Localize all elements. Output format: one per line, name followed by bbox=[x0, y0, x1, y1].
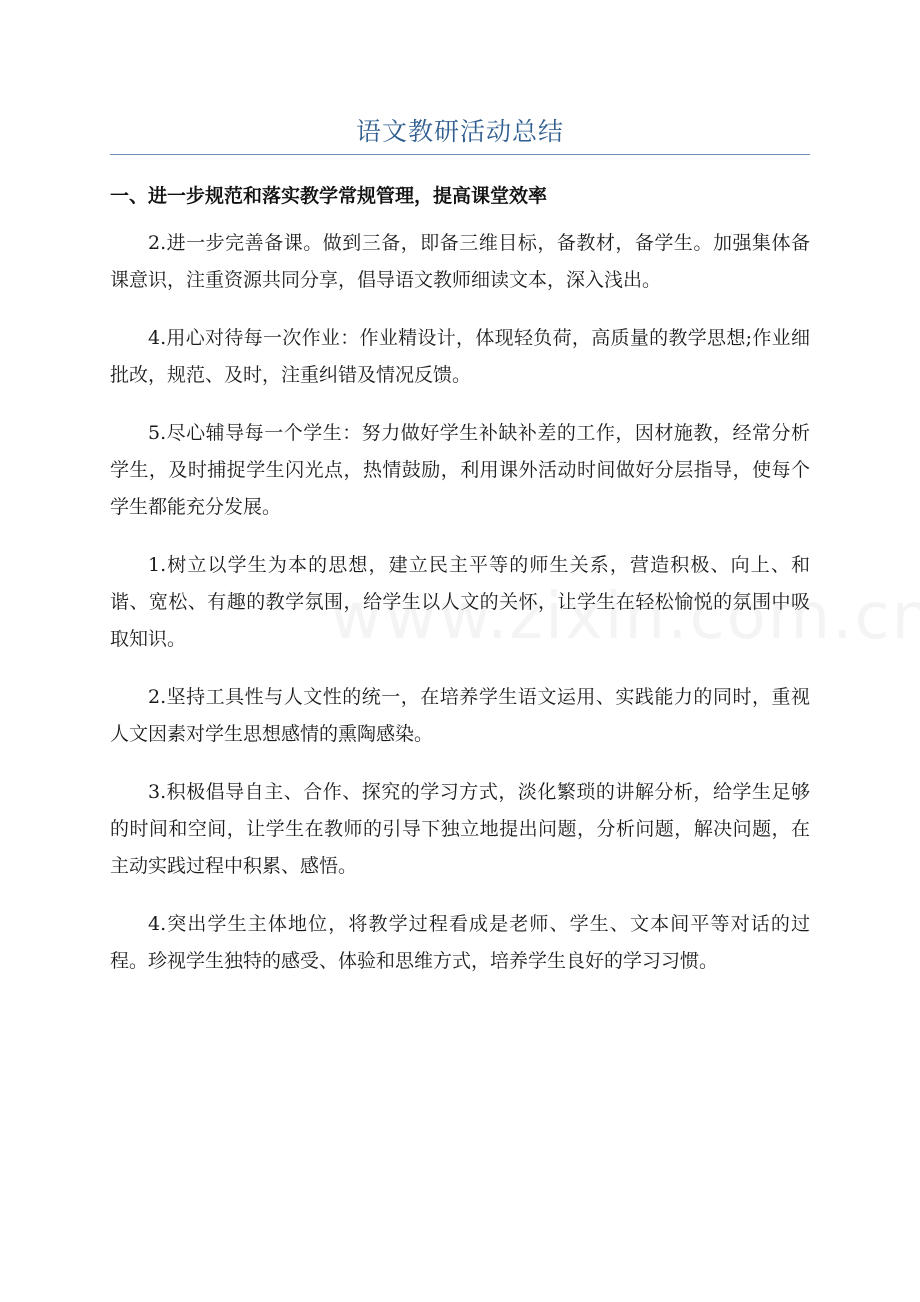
paragraph-1: 2.进一步完善备课。做到三备，即备三维目标，备教材，备学生。加强集体备课意识，注重资源共同分享，倡导语文教师细读文本，深入浅出。 bbox=[110, 232, 810, 291]
paragraph-4: 1.树立以学生为本的思想，建立民主平等的师生关系，营造积极、向上、和谐、宽松、有趣的教学氛围，给学生以人文的关怀，让学生在轻松愉悦的氛围中吸取知识。 bbox=[110, 554, 810, 650]
document-title: 语文教研活动总结 bbox=[355, 117, 564, 146]
paragraph-2: 4.用心对待每一次作业：作业精设计，体现轻负荷，高质量的教学思想;作业细批改，规范、及时，注重纠错及情况反馈。 bbox=[110, 327, 810, 386]
paragraph-3: 5.尽心辅导每一个学生：努力做好学生补缺补差的工作，因材施教，经常分析学生，及时捕捉学生闪光点，热情鼓励，利用课外活动时间做好分层指导，使每个学生都能充分发展。 bbox=[110, 422, 810, 518]
section-heading: 一、进一步规范和落实教学常规管理，提高课堂效率 bbox=[110, 185, 548, 207]
title-divider bbox=[110, 154, 810, 155]
paragraph-5: 2.坚持工具性与人文性的统一，在培养学生语文运用、实践能力的同时，重视人文因素对学生思想感情的熏陶感染。 bbox=[110, 686, 810, 745]
document-page bbox=[110, 0, 810, 980]
paragraph-6: 3.积极倡导自主、合作、探究的学习方式，淡化繁琐的讲解分析，给学生足够的时间和空间，让学生在教师的引导下独立地提出问题，分析问题，解决问题，在主动实践过程中积累、感悟。 bbox=[110, 781, 810, 877]
paragraph-7: 4.突出学生主体地位，将教学过程看成是老师、学生、文本间平等对话的过程。珍视学生独特的感受、体验和思维方式，培养学生良好的学习习惯。 bbox=[110, 913, 810, 972]
